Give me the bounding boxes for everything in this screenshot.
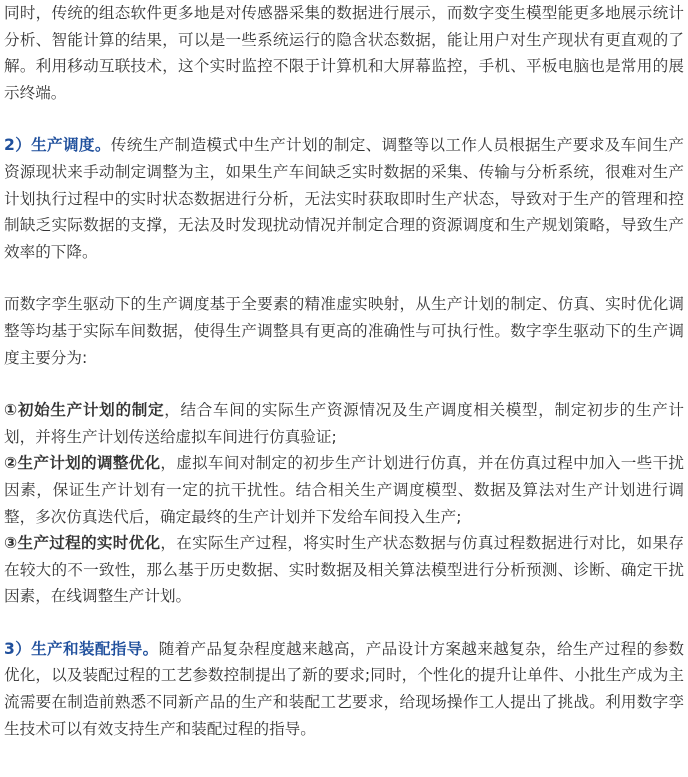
list-item-text: ，在实际生产过程，将实时生产状态数据与仿真过程数据进行对比，如果存在较大的不一致性，那么基于历史数据、实时数据及相关算法模型进行分析预测、诊断、确定干扰因素，在线调整生产计划。 [4,534,684,606]
list-item-plan-adjustment [4,450,684,530]
section-production-assembly-guidance [4,636,684,742]
list-item-text: ，虚拟车间对制定的初步生产计划进行仿真，并在仿真过程中加入一些干扰因素，保证生产计划有一定的抗干扰性。结合相关生产调度模型、数据及算法对生产计划进行调整，多次仿真迭代后，确定最终的生产计划并下发给车间投入生产; [4,454,684,526]
list-item-heading: ③生产过程的实时优化 [4,534,161,553]
list-item-realtime-optimization [4,530,684,610]
paragraph-gap [4,106,684,132]
section-heading-assembly: 3）生产和装配指导。 [4,639,159,658]
paragraph-gap [4,610,684,636]
list-item-heading: ②生产计划的调整优化 [4,454,161,473]
paragraph-monitoring: 同时，传统的组态软件更多地是对传感器采集的数据进行展示，而数字变生模型能更多地展示统计分析、智能计算的结果，可以是一些系统运行的隐含状态数据，能让用户对生产现状有更直观的了解。利用移动互联技术，这个实时监控不限于计算机和大屏幕监控，手机、平板电脑也是常用的展示终端。 [4,4,684,102]
list-item-initial-plan [4,397,684,450]
list-item-heading: ①初始生产计划的制定 [4,401,165,420]
section-text-assembly: 随着产品复杂程度越来越高，产品设计方案越来越复杂，给生产过程的参数优化，以及装配过程的工艺参数控制提出了新的要求;同时，个性化的提升让单件、小批生产成为主流需要在制造前熟悉不同新产品的生产和装配工艺要求，给现场操作工人提出了挑战。利用数字孪生技术可以有效支持生产和装配过程的指导。 [4,639,684,738]
section-heading-scheduling: 2）生产调度。 [4,136,111,155]
section-text-scheduling: 传统生产制造模式中生产计划的制定、调整等以工作人员根据生产要求及车间生产资源现状来手动制定调整为主，如果生产车间缺乏实时数据的采集、传输与分析系统，很难对生产计划执行过程中的实时状态数据进行分析，无法实时获取即时生产状态，导致对于生产的管理和控制缺乏实际数据的支撑，无法及时发现扰动情况并制定合理的资源调度和生产规划策略，导致生产效率的下降。 [4,136,684,261]
list-item-text: ，结合车间的实际生产资源情况及生产调度相关模型，制定初步的生产计划，并将生产计划传送给虚拟车间进行仿真验证; [4,401,684,446]
section-production-scheduling [4,132,684,265]
paragraph-gap [4,371,684,397]
paragraph-digital-twin-scheduling: 而数字孪生驱动下的生产调度基于全要素的精准虚实映射，从生产计划的制定、仿真、实时优化调整等均基于实际车间数据，使得生产调整具有更高的准确性与可执行性。数字孪生驱动下的生产调度主要分为: [4,295,684,367]
paragraph-gap [4,265,684,291]
